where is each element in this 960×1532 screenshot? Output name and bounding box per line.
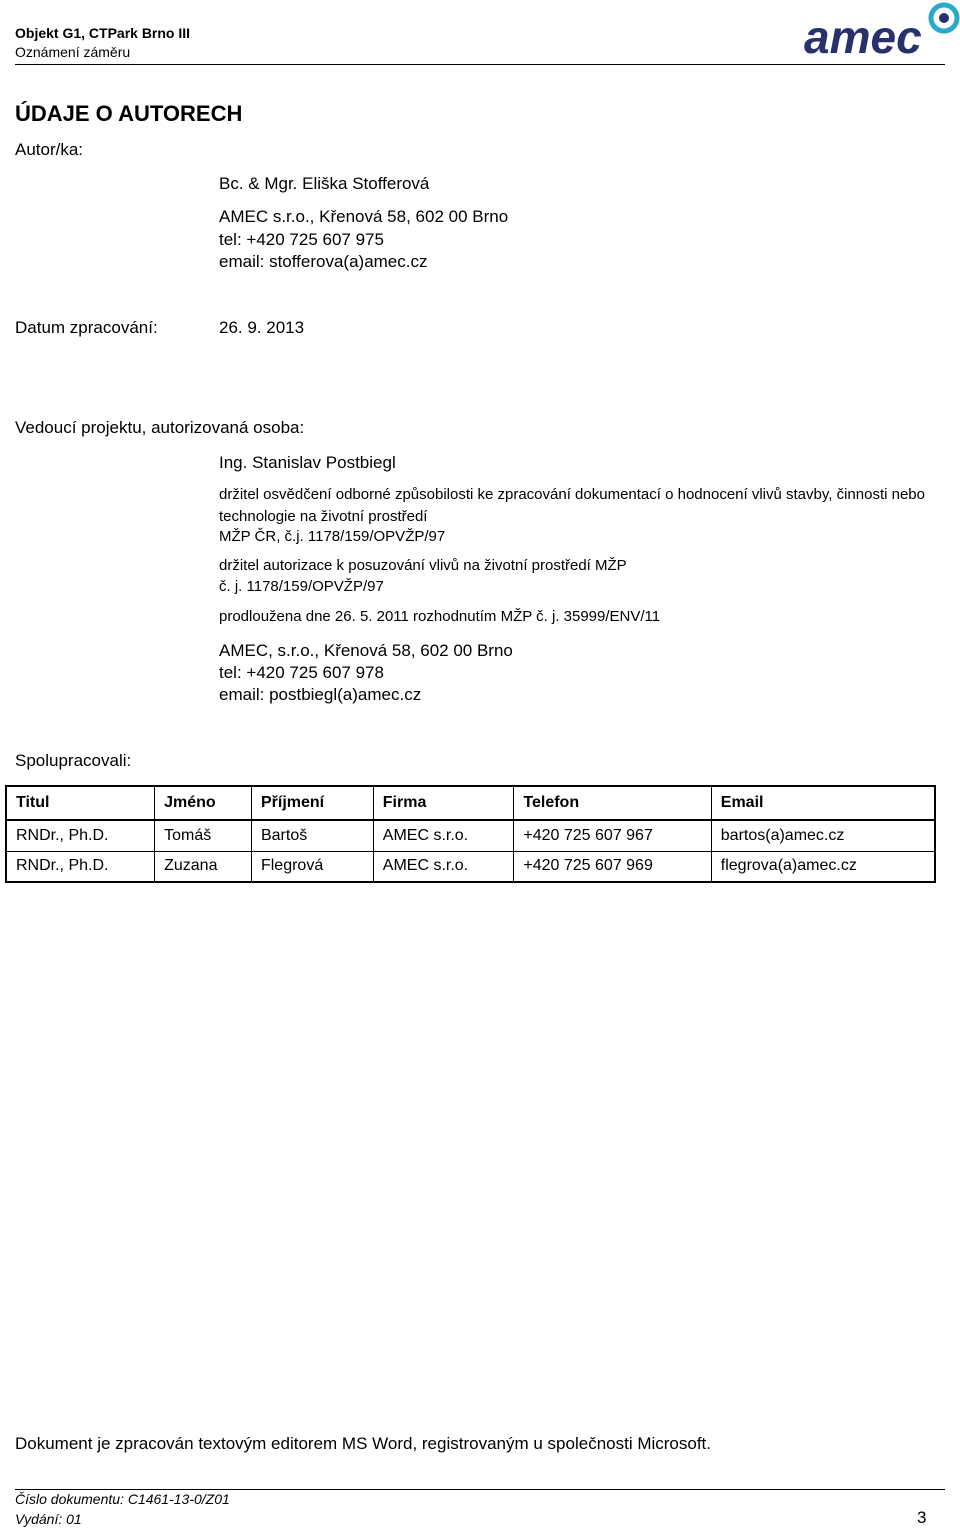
lead-auth-text: držitel autorizace k posuzování vlivů na životní prostředí MŽP — [219, 557, 627, 574]
logo-text: amec — [804, 11, 922, 60]
table-cell: flegrova(a)amec.cz — [711, 851, 935, 882]
author-tel: tel: +420 725 607 975 — [219, 230, 384, 249]
table-cell: Zuzana — [155, 851, 252, 882]
document-version: Vydání: 01 — [15, 1511, 82, 1527]
document-title: Objekt G1, CTPark Brno III — [15, 25, 191, 41]
column-header: Telefon — [514, 786, 711, 820]
table-cell: Tomáš — [155, 820, 252, 851]
section-heading: ÚDAJE O AUTORECH — [15, 101, 243, 126]
column-header: Firma — [373, 786, 514, 820]
table-cell: AMEC s.r.o. — [373, 820, 514, 851]
lead-extended: prodloužena dne 26. 5. 2011 rozhodnutím MŽP č. j. 35999/ENV/11 — [219, 608, 661, 625]
table-cell: bartos(a)amec.cz — [711, 820, 935, 851]
column-header: Email — [711, 786, 935, 820]
table-row — [6, 851, 935, 882]
collaborators-label: Spolupracovali: — [15, 751, 132, 770]
table-cell: +420 725 607 967 — [514, 820, 711, 851]
table-header-row — [6, 786, 935, 820]
page-number: 3 — [917, 1508, 927, 1527]
header-divider — [15, 64, 945, 65]
table-cell: AMEC s.r.o. — [373, 851, 514, 882]
table-cell: RNDr., Ph.D. — [6, 820, 155, 851]
table-cell: RNDr., Ph.D. — [6, 851, 155, 882]
table-cell: Flegrová — [251, 851, 373, 882]
author-address: AMEC s.r.o., Křenová 58, 602 00 Brno — [219, 207, 509, 226]
lead-address: AMEC, s.r.o., Křenová 58, 602 00 Brno — [219, 641, 513, 660]
collaborators-table — [5, 785, 936, 883]
lead-cert-ref: MŽP ČR, č.j. 1178/159/OPVŽP/97 — [219, 528, 446, 545]
footer-note: Dokument je zpracován textovým editorem MS Word, registrovaným u společnosti Microsoft. — [15, 1434, 712, 1453]
column-header: Titul — [6, 786, 155, 820]
column-header: Jméno — [155, 786, 252, 820]
author-name: Bc. & Mgr. Eliška Stofferová — [219, 174, 430, 193]
author-label: Autor/ka: — [15, 140, 84, 159]
lead-name: Ing. Stanislav Postbiegl — [219, 453, 396, 472]
lead-tel: tel: +420 725 607 978 — [219, 663, 384, 682]
column-header: Příjmení — [251, 786, 373, 820]
document-subtitle: Oznámení záměru — [15, 44, 131, 60]
date-label: Datum zpracování: — [15, 318, 158, 337]
amec-logo — [800, 2, 960, 60]
lead-label: Vedoucí projektu, autorizovaná osoba: — [15, 418, 305, 437]
logo-dot-icon — [939, 13, 949, 23]
document-number: Číslo dokumentu: C1461-13-0/Z01 — [15, 1491, 230, 1507]
lead-auth-ref: č. j. 1178/159/OPVŽP/97 — [219, 578, 384, 595]
footer-divider — [15, 1489, 945, 1490]
table-row — [6, 820, 935, 851]
lead-email: email: postbiegl(a)amec.cz — [219, 685, 422, 704]
table-cell: Bartoš — [251, 820, 373, 851]
date-value: 26. 9. 2013 — [219, 318, 305, 337]
author-email: email: stofferova(a)amec.cz — [219, 252, 428, 271]
lead-cert-text: držitel osvědčení odborné způsobilosti ke zpracování dokumentací o hodnocení vlivů stavby, činnosti nebo technologie na životní prostředí — [219, 486, 925, 525]
table-cell: +420 725 607 969 — [514, 851, 711, 882]
